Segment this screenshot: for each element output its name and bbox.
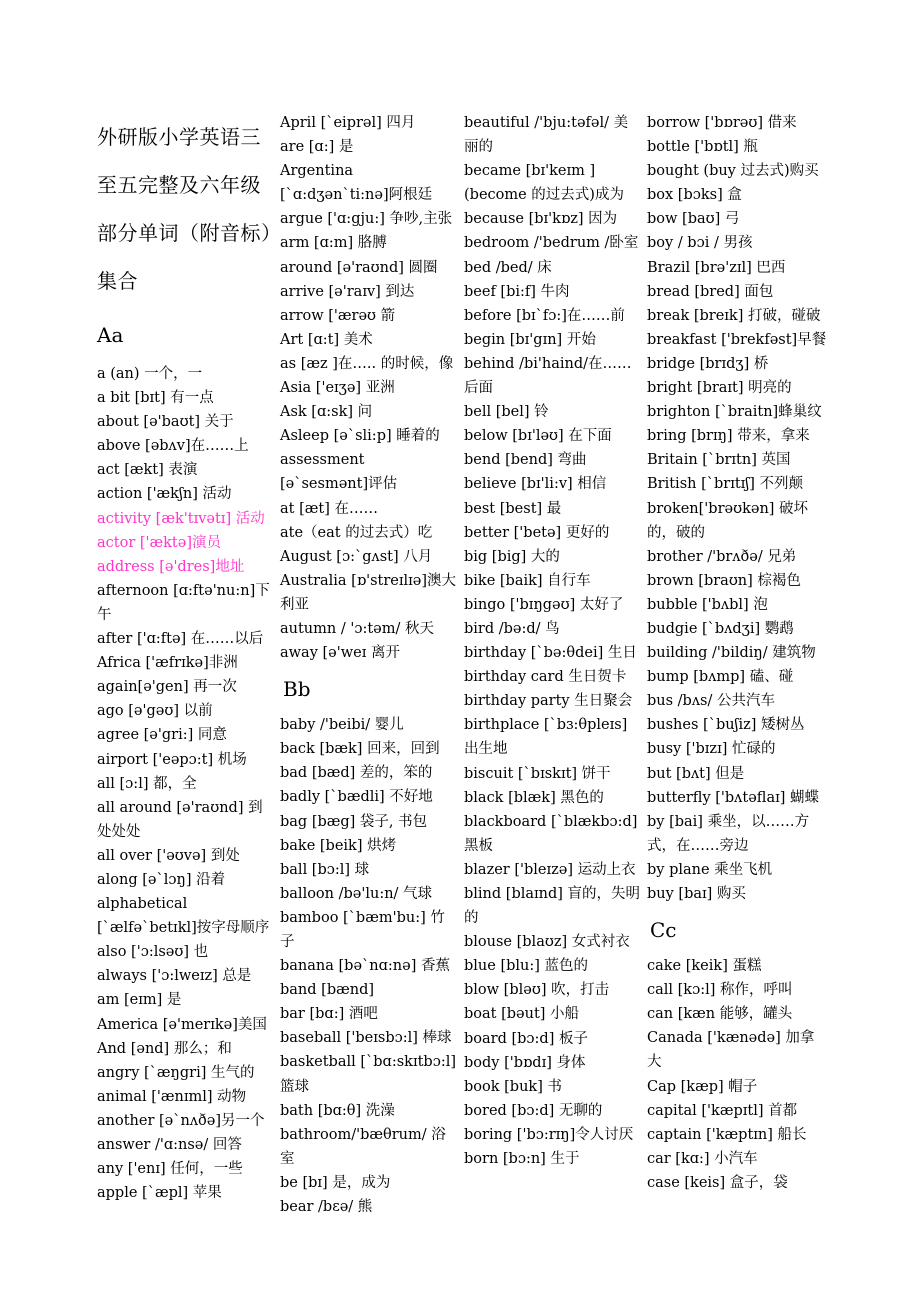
word-entry: budgie [`bʌdʒi] 鹦鹉 <box>647 620 794 637</box>
word-entry: bus /bʌs/ 公共汽车 <box>647 693 775 710</box>
word-entry: away [ə'weɪ 离开 <box>280 645 400 662</box>
word-entry: be [bɪ] 是，成为 <box>280 1174 391 1191</box>
word-entry: about [ə'baʊt] 关于 <box>97 414 234 431</box>
word-entry: break [breɪk] 打破，碰破 <box>647 307 821 324</box>
word-entry: Africa ['æfrɪkə]非洲 <box>97 655 238 672</box>
word-entry: all [ɔ:l] 都，全 <box>97 775 197 792</box>
word-entry: above [əbʌv]在……上 <box>97 438 249 455</box>
word-entry: because [bɪ'kɒz] 因为 <box>464 211 618 228</box>
word-entry: beautiful /'bju:təfəl/ 美丽的 <box>464 115 629 156</box>
word-entry: capital ['kæpɪtl] 首都 <box>647 1102 798 1119</box>
word-entry: captain ['kæptɪn] 船长 <box>647 1126 807 1143</box>
word-entry: act [ækt] 表演 <box>97 462 198 479</box>
word-entry: autumn / 'ɔ:təm/ 秋天 <box>280 620 434 637</box>
word-entry: better ['betə] 更好的 <box>464 524 610 541</box>
word-entry: along [ə`lɔŋ] 沿着 <box>97 871 226 888</box>
word-entry: by plane 乘坐飞机 <box>647 861 773 878</box>
word-entry: Britain [`brɪtn] 英国 <box>647 452 791 469</box>
word-entry: apple [`æpl] 苹果 <box>97 1185 222 1202</box>
word-entry: blackboard [`blækbɔ:d] 黑板 <box>464 813 638 854</box>
word-entry: bathroom/'bæθrum/ 浴室 <box>280 1126 446 1167</box>
word-entry: borrow ['bɒrəʊ] 借来 <box>647 115 797 131</box>
word-entry: believe [bɪ'li:v] 相信 <box>464 476 607 493</box>
word-entry: bamboo [`bæm'bu:] 竹子 <box>280 909 445 950</box>
word-entry: bed /bed/ 床 <box>464 259 552 276</box>
word-entry: action ['ækʃn] 活动 <box>97 486 232 503</box>
word-entry: became [bɪ'keɪm ] <box>464 163 596 180</box>
word-entry: car [kɑ:] 小汽车 <box>647 1150 758 1167</box>
word-entry: behind /bi'haind/在……后面 <box>464 355 632 397</box>
word-entry: all over ['əʊvə] 到处 <box>97 847 240 864</box>
section-letter-header: Aa <box>97 323 124 347</box>
word-entry: brother /'brʌðə/ 兄弟 <box>647 548 797 565</box>
word-entry: birthday party 生日聚会 <box>464 693 633 710</box>
title-line: 集合 <box>97 269 138 293</box>
word-entry: afternoon [ɑ:ftə'nu:n]下午 <box>97 582 270 623</box>
word-entry: blind [blaɪnd] 盲的，失明的 <box>464 886 641 927</box>
word-entry: after ['ɑ:ftə] 在……以后 <box>97 631 264 648</box>
word-entry: baseball ['beɪsbɔ:l] 棒球 <box>280 1030 452 1047</box>
word-entry: box [bɔks] 盒 <box>647 187 742 204</box>
word-entry: bump [bʌmp] 磕、碰 <box>647 669 794 686</box>
word-entry: am [eɪm] 是 <box>97 992 182 1009</box>
section-letter-header: Bb <box>283 677 311 702</box>
word-entry: bake [beik] 烘烤 <box>280 837 397 854</box>
word-entry: birthplace [`bɜ:θpleɪs]出生地 <box>464 717 628 758</box>
word-entry: bored [bɔ:d] 无聊的 <box>464 1102 603 1119</box>
word-entry: bingo ['bɪŋgəʊ] 太好了 <box>464 596 624 613</box>
word-entry: also ['ɔ:lsəʊ] 也 <box>97 944 209 961</box>
column-3 <box>464 111 641 1171</box>
word-entry: Australia [ɒ'streɪlɪə]澳大利亚 <box>280 572 457 613</box>
word-entry: banana [bə`nɑ:nə] 香蕉 <box>280 958 450 975</box>
word-entry: bread [bred] 面包 <box>647 283 774 300</box>
word-entry: born [bɔ:n] 生于 <box>464 1151 580 1168</box>
word-entry: bend [bend] 弯曲 <box>464 452 587 469</box>
word-entry: arrive [ə'raɪv] 到达 <box>280 283 415 300</box>
word-entry: buy [baɪ] 购买 <box>647 886 746 902</box>
column-groups <box>464 111 641 1171</box>
word-entry: a bit [bɪt] 有一点 <box>97 390 214 407</box>
word-entry: butterfly ['bʌtəflaɪ] 蝴蝶 <box>647 789 820 806</box>
word-entry: always ['ɔ:lweɪz] 总是 <box>97 968 252 985</box>
word-entry: beef [bi:f] 牛肉 <box>464 283 570 300</box>
word-entry: blouse [blaʊz] 女式衬衣 <box>464 934 630 951</box>
word-entry: British [`brɪtɪʃ] 不列颠 <box>647 476 804 493</box>
word-entry: around [ə'raʊnd] 圆圈 <box>280 259 438 276</box>
word-entry: August [ɔ:`gʌst] 八月 <box>280 548 433 565</box>
word-entry: Ask [ɑ:sk] 问 <box>280 404 373 421</box>
word-entry: another [ə`nʌðə]另一个 <box>97 1112 265 1129</box>
word-entry: badly [`bædli] 不好地 <box>280 789 433 806</box>
word-entry: call [kɔ:l] 称作，呼叫 <box>647 982 793 999</box>
word-entry: bird /bə:d/ 鸟 <box>464 620 560 637</box>
word-entry: ball [bɔ:l] 球 <box>280 861 370 878</box>
section-letter-header: Cc <box>650 918 677 943</box>
word-entry: blazer ['bleɪzə] 运动上衣 <box>464 861 636 878</box>
word-entry: Art [ɑ:t] 美术 <box>280 331 373 348</box>
word-entry: And [ənd] 那么；和 <box>97 1040 232 1057</box>
column-groups <box>647 111 827 1195</box>
word-entry: argue ['ɑ:gju:] 争吵,主张 <box>280 211 453 228</box>
word-entry: bad [bæd] 差的，笨的 <box>280 765 433 782</box>
word-entry: before [bɪ`fɔ:]在……前 <box>464 307 625 324</box>
title-line: 部分单词（附音标） <box>97 221 282 245</box>
word-entry: body ['bɒdɪ] 身体 <box>464 1054 586 1071</box>
word-entry: bag [bæg] 袋子, 书包 <box>280 813 428 830</box>
word-entry: breakfast ['brekfəst]早餐 <box>647 331 827 348</box>
word-entry: ate（eat 的过去式）吃 <box>280 524 433 541</box>
word-entry: assessment [ə`sesmənt]评估 <box>280 452 398 493</box>
title-line: 至五完整及六年级 <box>97 173 261 197</box>
word-entry: angry [`æŋgri] 生气的 <box>97 1064 255 1081</box>
column-1 <box>97 111 282 1205</box>
word-entry: Cap [kæp] 帽子 <box>647 1078 758 1095</box>
word-entry: (become 的过去式)成为 <box>464 187 624 204</box>
column-groups <box>280 111 457 1219</box>
word-entry: case [keis] 盒子，袋 <box>647 1174 788 1191</box>
word-entry: blue [blu:] 蓝色的 <box>464 958 589 975</box>
word-entry: bridge [brɪdʒ] 桥 <box>647 355 769 372</box>
word-entry: any ['enɪ] 任何，一些 <box>97 1161 243 1178</box>
word-entry: big [big] 大的 <box>464 548 560 565</box>
word-entry: busy ['bɪzɪ] 忙碌的 <box>647 741 776 758</box>
word-entry: bear /bɛə/ 熊 <box>280 1199 373 1216</box>
document-title <box>97 111 282 305</box>
word-entry: boy / bɔi / 男孩 <box>647 235 753 252</box>
word-entry: agree [ə'gri:] 同意 <box>97 727 227 744</box>
word-entry: at [æt] 在…… <box>280 500 378 517</box>
word-entry: best [best] 最 <box>464 500 562 517</box>
word-entry: bike [baik] 自行车 <box>464 572 591 589</box>
word-entry: begin [bɪ'gɪn] 开始 <box>464 331 596 348</box>
word-entry: biscuit [`bɪskɪt] 饼干 <box>464 765 611 782</box>
word-entry: as [æz ]在….. 的时候，像 <box>280 355 454 372</box>
word-entry: bell [bel] 铃 <box>464 404 549 421</box>
word-entry: Asia ['eɪʒə] 亚洲 <box>280 380 395 397</box>
word-entry: Brazil [brə'zɪl] 巴西 <box>647 259 786 276</box>
word-entry: answer /'ɑ:nsə/ 回答 <box>97 1137 242 1153</box>
word-entry: balloon /bə'lu:n/ 气球 <box>280 885 433 902</box>
word-entry: are [ɑ:] 是 <box>280 139 354 156</box>
word-entry: brown [braʊn] 棕褐色 <box>647 572 801 589</box>
word-entry: birthday [`bə:θdei] 生日 <box>464 645 637 662</box>
word-entry: alphabetical [`ælfə`betɪkl]按字母顺序 <box>97 896 270 937</box>
word-entry: back [bæk] 回来，回到 <box>280 741 440 758</box>
word-entry: blow [bləʊ] 吹，打击 <box>464 982 610 999</box>
word-entry: bubble ['bʌbl] 泡 <box>647 596 768 613</box>
word-entry: animal ['ænɪml] 动物 <box>97 1088 247 1105</box>
word-entry: book [buk] 书 <box>464 1078 562 1095</box>
word-entry: bow [baʊ] 弓 <box>647 211 740 228</box>
word-entry: black [blæk] 黑色的 <box>464 789 604 806</box>
word-entry: all around [ə'raʊnd] 到处处处 <box>97 799 263 840</box>
word-entry: bushes [`buʃiz] 矮树丛 <box>647 717 805 734</box>
word-entry: below [bɪ'ləʊ] 在下面 <box>464 428 612 445</box>
word-entry: April [`eiprəl] 四月 <box>280 115 416 131</box>
column-groups <box>97 323 272 1205</box>
word-entry: birthday card 生日贺卡 <box>464 669 627 686</box>
word-entry: bar [bɑ:] 酒吧 <box>280 1006 378 1023</box>
word-entry: band [bænd] <box>280 982 375 999</box>
word-entry: America [ə'merɪkə]美国 <box>97 1016 267 1033</box>
word-entry: arm [ɑ:m] 胳膊 <box>280 235 387 252</box>
word-entry: board [bɔ:d] 板子 <box>464 1030 588 1047</box>
word-entry: baby /'beibi/ 婴儿 <box>280 717 404 734</box>
word-entry: airport ['eəpɔ:t] 机场 <box>97 751 247 768</box>
word-entry: boat [bəut] 小船 <box>464 1006 580 1023</box>
title-line: 外研版小学英语三 <box>97 125 261 149</box>
word-entry: again[ə'gen] 再一次 <box>97 679 237 696</box>
word-entry: building /'bildiŋ/ 建筑物 <box>647 645 816 662</box>
word-entry: bedroom /'bedrum /卧室 <box>464 235 639 252</box>
word-entry: can [kæn 能够，罐头 <box>647 1006 793 1023</box>
word-entry: Asleep [ə`sli:p] 睡着的 <box>280 428 440 445</box>
word-entry: actor ['æktə]演员 <box>97 534 221 551</box>
word-entry: brighton [`braitn]蜂巢纹 <box>647 404 822 421</box>
word-entry: by [bai] 乘坐，以……方式，在……旁边 <box>647 813 810 854</box>
word-entry: arrow ['ærəʊ 箭 <box>280 307 396 324</box>
word-entry: activity [æk'tɪvətɪ] 活动 <box>97 510 265 527</box>
word-entry: Argentina [`ɑ:dʒən`ti:nə]阿根廷 <box>280 163 433 204</box>
word-entry: but [bʌt] 但是 <box>647 765 745 782</box>
word-entry: bright [braɪt] 明亮的 <box>647 380 792 397</box>
word-entry: bath [bɑ:θ] 洗澡 <box>280 1102 395 1119</box>
column-2 <box>280 111 457 1219</box>
column-4 <box>647 111 827 1195</box>
word-entry: ago [ə'gəʊ] 以前 <box>97 703 213 720</box>
word-entry: boring ['bɔ:rɪŋ]令人讨厌 <box>464 1126 634 1143</box>
word-entry: bring [brɪŋ] 带来，拿来 <box>647 428 810 445</box>
word-entry: address [ə'dres]地址 <box>97 558 245 575</box>
word-entry: broken['brəʊkən] 破坏的，破的 <box>647 500 809 541</box>
word-entry: a (an) 一个，一 <box>97 366 203 382</box>
word-entry: bought (buy 过去式)购买 <box>647 163 819 180</box>
word-entry: basketball [`bɑ:skɪtbɔ:l]篮球 <box>280 1054 457 1095</box>
word-entry: cake [keik] 蛋糕 <box>647 958 762 975</box>
word-entry: Canada ['kænədə] 加拿大 <box>647 1030 815 1071</box>
word-entry: bottle ['bɒtl] 瓶 <box>647 139 758 156</box>
